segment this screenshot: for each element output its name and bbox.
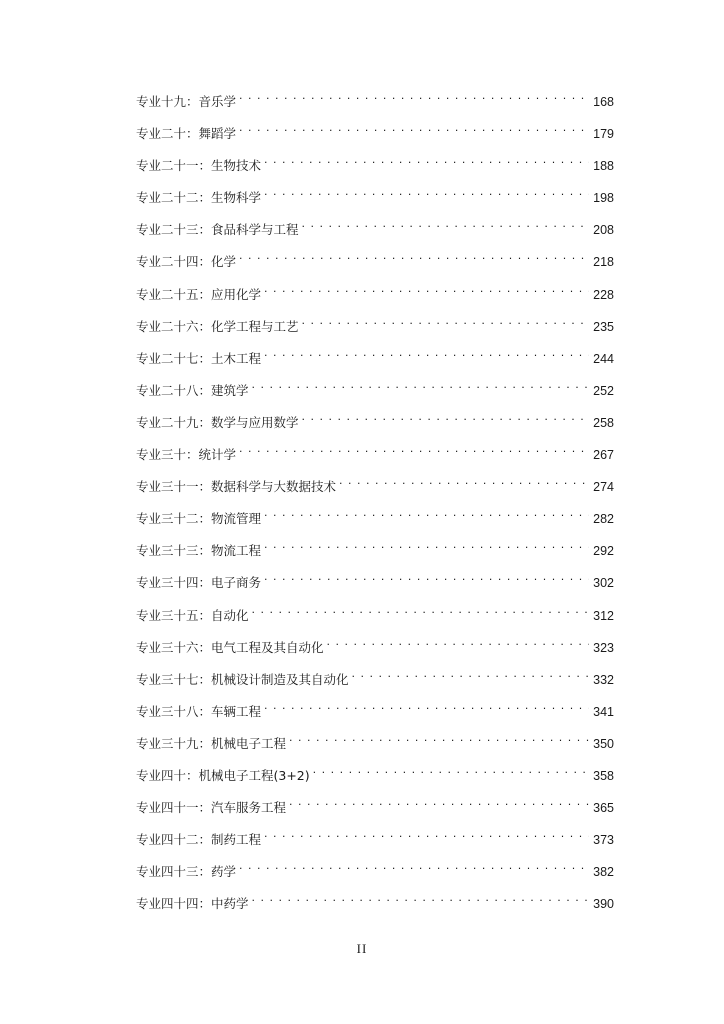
- dot-leader: [264, 535, 589, 555]
- toc-entry-title: 专业十九：音乐学: [136, 94, 237, 109]
- toc-entry[interactable]: [136, 343, 614, 375]
- dot-leader: [302, 214, 590, 234]
- toc-entry-page: 350: [593, 736, 614, 751]
- toc-entry[interactable]: [136, 503, 614, 535]
- toc-entry-title: 专业三十六：电气工程及其自动化: [136, 639, 324, 655]
- toc-entry-title: 专业二十八：建筑学: [136, 382, 249, 398]
- toc-entry[interactable]: [136, 86, 614, 118]
- toc-entry[interactable]: [136, 407, 614, 439]
- toc-entry[interactable]: [136, 792, 614, 824]
- toc-entry-page: 390: [593, 897, 614, 912]
- toc-entry[interactable]: [136, 279, 614, 311]
- dot-leader: [264, 150, 589, 170]
- dot-leader: [327, 632, 590, 652]
- dot-leader: [289, 728, 589, 748]
- dot-leader: [264, 279, 589, 299]
- toc-entry-title: 专业三十八：车辆工程: [136, 703, 262, 719]
- toc-entry-page: 282: [593, 512, 614, 527]
- toc-entry-page: 274: [593, 480, 614, 495]
- toc-entry-page: 258: [593, 415, 614, 430]
- dot-leader: [352, 664, 590, 684]
- toc-entry[interactable]: [136, 856, 614, 888]
- dot-leader: [252, 888, 590, 908]
- toc-entry[interactable]: [136, 182, 614, 214]
- toc-entry[interactable]: [136, 696, 614, 728]
- toc-entry-page: 267: [593, 448, 614, 463]
- toc-entry-title: 专业二十一：生物技术: [136, 158, 262, 174]
- dot-leader: [339, 471, 589, 491]
- toc-entry[interactable]: [136, 246, 614, 278]
- toc-entry-title: 专业二十六：化学工程与工艺: [136, 318, 299, 334]
- toc-entry-title: 专业三十三：物流工程: [136, 543, 262, 559]
- toc-entry-page: 312: [593, 608, 614, 623]
- toc-entry-title: 专业二十七：土木工程: [136, 350, 262, 366]
- toc-entry[interactable]: [136, 824, 614, 856]
- toc-entry[interactable]: [136, 760, 614, 792]
- toc-entry[interactable]: [136, 471, 614, 503]
- toc-entry[interactable]: [136, 311, 614, 343]
- dot-leader: [264, 182, 589, 202]
- toc-entry-title: 专业三十五：自动化: [136, 607, 249, 623]
- dot-leader: [313, 760, 590, 780]
- toc-entry[interactable]: [136, 535, 614, 567]
- toc-entry[interactable]: [136, 118, 614, 150]
- dot-leader: [239, 439, 589, 459]
- toc-entry-page: 302: [593, 576, 614, 591]
- dot-leader: [264, 567, 589, 587]
- toc-entry-page: 323: [593, 640, 614, 655]
- toc-entry-page: 382: [593, 865, 614, 880]
- toc-entry-page: 228: [593, 287, 614, 302]
- toc-entry-title: 专业四十三：药学: [136, 864, 237, 880]
- dot-leader: [252, 375, 590, 395]
- toc-entry[interactable]: [136, 567, 614, 599]
- toc-entry-title: 专业四十四：中药学: [136, 896, 249, 912]
- toc-entry-title: 专业二十三：食品科学与工程: [136, 222, 299, 238]
- dot-leader: [252, 600, 590, 620]
- toc-entry-title: 专业四十：机械电子工程(3+2): [136, 767, 310, 783]
- toc-entry-title: 专业三十九：机械电子工程: [136, 735, 287, 751]
- toc-entry-page: 292: [593, 544, 614, 559]
- toc-entry-page: 198: [593, 191, 614, 206]
- toc-entry-title: 专业二十二：生物科学: [136, 190, 262, 206]
- dot-leader: [264, 343, 589, 363]
- table-of-contents: [136, 86, 614, 920]
- toc-entry-page: 332: [593, 672, 614, 687]
- toc-entry-title: 专业三十二：物流管理: [136, 511, 262, 527]
- toc-entry-page: 235: [593, 319, 614, 334]
- toc-entry-title: 专业三十：统计学: [136, 447, 237, 463]
- dot-leader: [264, 503, 589, 523]
- toc-entry[interactable]: [136, 375, 614, 407]
- toc-entry[interactable]: [136, 632, 614, 664]
- toc-entry-page: 168: [593, 95, 614, 109]
- toc-entry-page: 208: [593, 223, 614, 238]
- toc-entry-page: 341: [593, 704, 614, 719]
- toc-entry-page: 179: [593, 127, 614, 142]
- dot-leader: [264, 696, 589, 716]
- dot-leader: [264, 824, 589, 844]
- toc-entry-page: 373: [593, 833, 614, 848]
- toc-entry-title: 专业三十一：数据科学与大数据技术: [136, 479, 337, 495]
- toc-entry-title: 专业二十：舞蹈学: [136, 126, 237, 142]
- toc-entry-title: 专业二十五：应用化学: [136, 286, 262, 302]
- toc-entry[interactable]: [136, 439, 614, 471]
- toc-entry-title: 专业三十七：机械设计制造及其自动化: [136, 671, 349, 687]
- dot-leader: [239, 246, 589, 266]
- toc-entry[interactable]: [136, 600, 614, 632]
- toc-entry-page: 252: [593, 383, 614, 398]
- toc-entry-page: 218: [593, 255, 614, 270]
- page-number: II: [356, 941, 368, 956]
- dot-leader: [239, 856, 589, 876]
- toc-entry-page: 365: [593, 801, 614, 816]
- toc-entry[interactable]: [136, 150, 614, 182]
- toc-entry-title: 专业四十一：汽车服务工程: [136, 800, 287, 816]
- dot-leader: [239, 118, 589, 138]
- toc-entry-page: 244: [593, 351, 614, 366]
- dot-leader: [289, 792, 589, 812]
- toc-entry[interactable]: [136, 214, 614, 246]
- toc-entry-title: 专业三十四：电子商务: [136, 575, 262, 591]
- dot-leader: [302, 407, 590, 427]
- toc-entry-title: 专业二十四：化学: [136, 254, 237, 270]
- toc-entry-page: 358: [593, 768, 614, 783]
- toc-entry-title: 专业四十二：制药工程: [136, 832, 262, 848]
- toc-entry[interactable]: [136, 888, 614, 920]
- toc-entry-page: 188: [593, 159, 614, 174]
- toc-entry-title: 专业二十九：数学与应用数学: [136, 414, 299, 430]
- dot-leader: [239, 86, 589, 106]
- toc-entry[interactable]: [136, 664, 614, 696]
- dot-leader: [302, 311, 590, 331]
- toc-entry[interactable]: [136, 728, 614, 760]
